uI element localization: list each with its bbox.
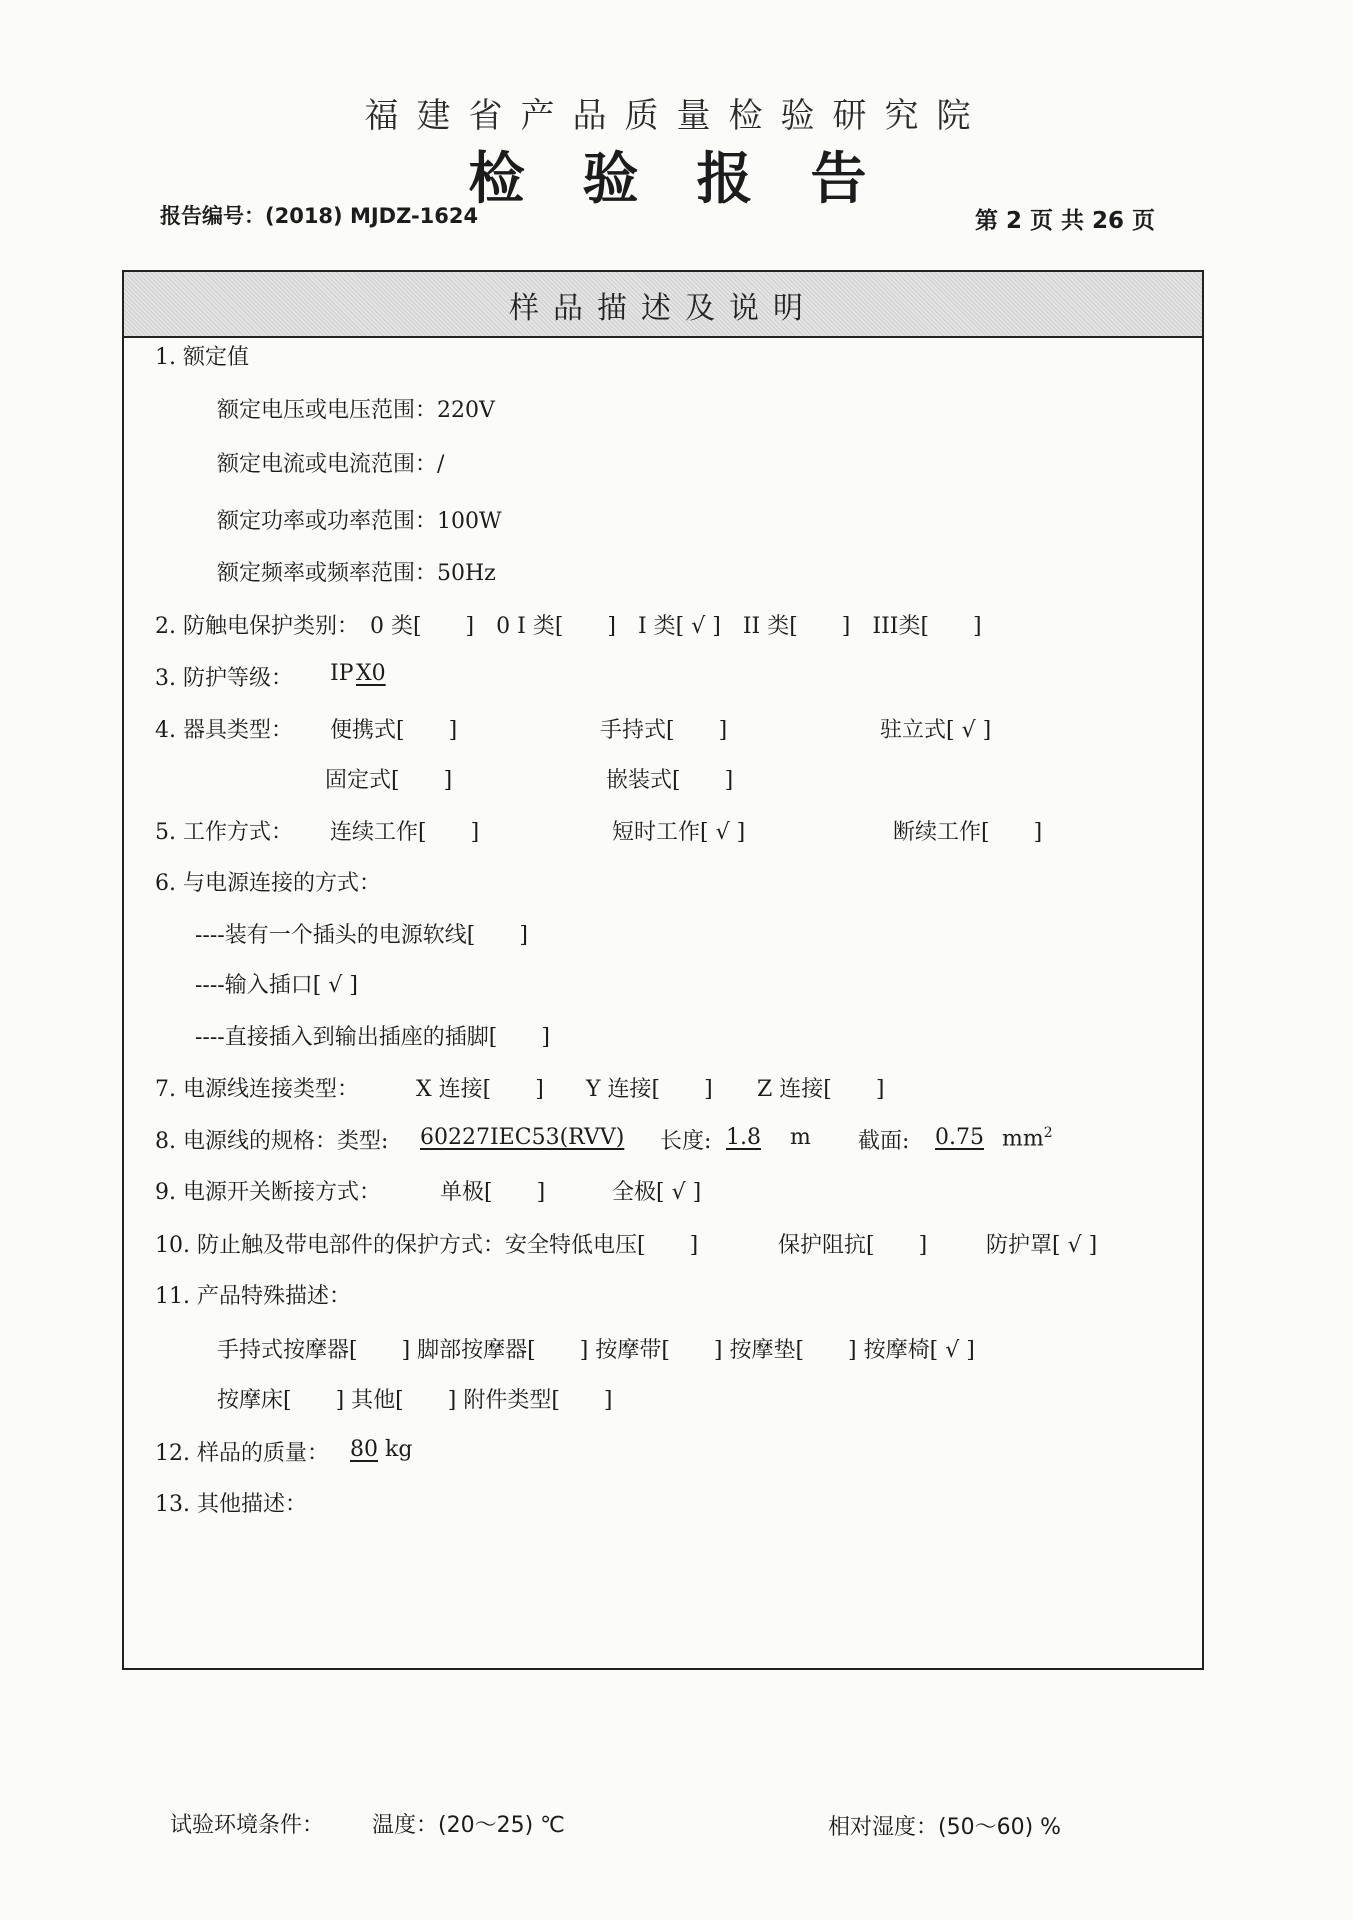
switch-single-pole: 单极[ ] [440,1180,546,1205]
report-title: 检验报告 [468,146,925,212]
type-handheld: 手持式[ ] [600,718,728,743]
rated-frequency: 额定频率或频率范围：50Hz [217,561,496,586]
product-types-row-2: 按摩床[ ] 其他[ ] 附件类型[ ] [217,1388,613,1413]
cord-section-unit-exp: 2 [1043,1125,1053,1141]
type-stationary: 驻立式[ √ ] [880,718,992,743]
item-11-title: 11. 产品特殊描述： [155,1284,351,1309]
item-7-label: 7. 电源线连接类型： [155,1077,359,1102]
env-humidity: 相对湿度：(50～60) % [828,1815,1062,1840]
attach-y: Y 连接[ ] [586,1077,713,1102]
env-temperature: 温度：(20～25) ℃ [372,1813,565,1838]
cord-section-unit [1002,1125,1053,1151]
item-9-label: 9. 电源开关断接方式： [155,1180,381,1205]
product-types-row-1: 手持式按摩器[ ] 脚部按摩器[ ] 按摩带[ ] 按摩垫[ ] 按摩椅[ √ ] [217,1338,975,1363]
ip-prefix: IP [330,661,354,686]
item-6-title: 6. 与电源连接的方式： [155,871,381,896]
item-13-other: 13. 其他描述： [155,1492,307,1517]
cord-section-unit-text: mm [1002,1126,1044,1152]
type-fixed: 固定式[ ] [325,768,453,793]
sample-mass-unit: kg [385,1437,413,1462]
sample-mass-value: 80 [350,1437,378,1462]
item-2-protection-class: 2. 防触电保护类别： 0 类[ ] 0 I 类[ ] I 类[ √ ] II 类[ ] III类[ ] [155,614,982,639]
protection-guard: 防护罩[ √ ] [986,1233,1098,1258]
rated-voltage: 额定电压或电压范围：220V [217,398,495,423]
cord-length-unit: m [790,1125,811,1150]
conn-plug-cord: ----装有一个插头的电源软线[ ] [195,923,528,948]
rated-current: 额定电流或电流范围：/ [217,452,445,477]
cord-section-label: 截面: [858,1129,910,1154]
item-4-label: 4. 器具类型： [155,718,293,743]
item-10-label: 10. 防止触及带电部件的保护方式：安全特低电压[ ] [155,1233,699,1258]
rated-power: 额定功率或功率范围：100W [217,509,502,534]
report-number: 报告编号：(2018) MJDZ-1624 [160,204,479,228]
cord-length-label: 长度: [660,1129,712,1154]
type-built-in: 嵌装式[ ] [606,768,734,793]
institute-name: 福建省产品质量检验研究院 [364,96,989,136]
conn-direct-plug: ----直接插入到输出插座的插脚[ ] [195,1025,550,1050]
attach-z: Z 连接[ ] [757,1077,885,1102]
env-conditions-label: 试验环境条件： [170,1813,325,1838]
cord-section-value: 0.75 [935,1125,984,1150]
ip-rating-value: X0 [356,661,386,686]
attach-x: X 连接[ ] [416,1077,544,1102]
section-title: 样品描述及说明 [509,291,817,326]
item-12-label: 12. 样品的质量： [155,1441,329,1466]
page-number: 第 2 页 共 26 页 [975,208,1156,234]
item-5-label: 5. 工作方式： [155,820,293,845]
cord-length-value: 1.8 [726,1125,761,1150]
type-portable: 便携式[ ] [330,718,458,743]
item-3-label: 3. 防护等级： [155,666,293,691]
conn-inlet: ----输入插口[ √ ] [195,973,358,998]
item-8-label: 8. 电源线的规格：类型: [155,1129,389,1154]
protection-impedance: 保护阻抗[ ] [778,1233,928,1258]
switch-all-pole: 全极[ √ ] [612,1180,702,1205]
cord-type-value: 60227IEC53(RVV) [420,1125,625,1150]
item-1-title: 1. 额定值 [155,345,249,370]
mode-intermittent: 断续工作[ ] [893,820,1043,845]
mode-continuous: 连续工作[ ] [330,820,480,845]
mode-short-time: 短时工作[ √ ] [612,820,746,845]
